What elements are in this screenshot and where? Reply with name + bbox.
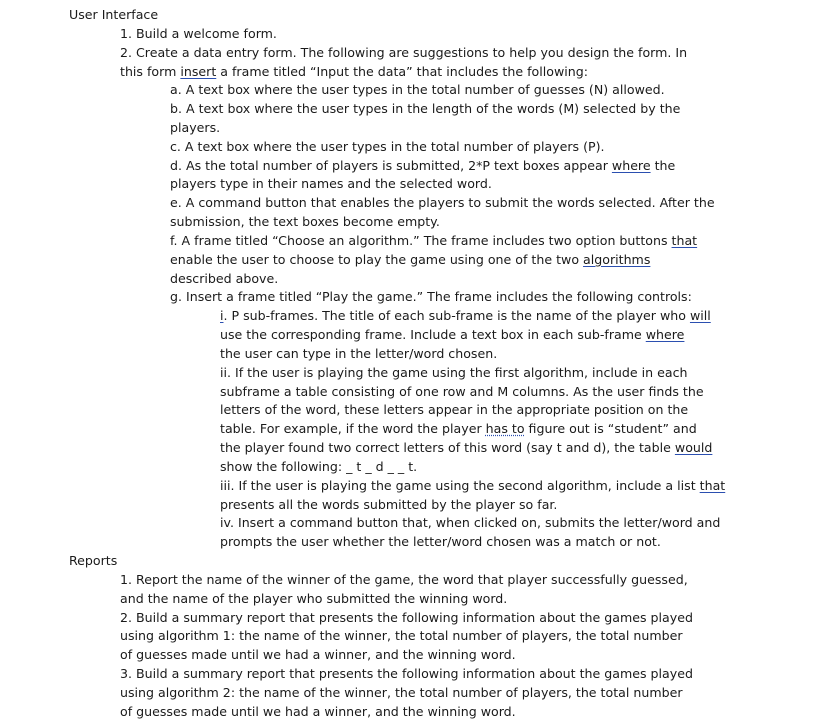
ui-control-line: presents all the words submitted by the player so far. (220, 497, 558, 512)
ui-subitem-line: c. A text box where the user types in the total number of players (P). (170, 139, 605, 154)
section-heading-reports: Reports (69, 553, 118, 568)
grammar-flag: where (645, 327, 685, 342)
ui-subitem-line: a. A text box where the user types in the total number of guesses (N) allowed. (170, 82, 665, 97)
ui-control-line: iv. Insert a command button that, when clicked on, submits the letter/word and (220, 515, 721, 530)
ui-control-line: i. P sub-frames. The title of each sub-frame is the name of the player who will (220, 308, 711, 323)
report-item-line: 3. Build a summary report that presents the following information about the games played (120, 666, 693, 681)
ui-subitem-line: f. A frame titled “Choose an algorithm.” The frame includes two option buttons that (170, 233, 698, 248)
grammar-flag: has to (485, 421, 525, 436)
ui-subitem-line: d. As the total number of players is submitted, 2*P text boxes appear where the (170, 158, 676, 173)
ui-control-line: the user can type in the letter/word chosen. (220, 346, 498, 361)
ui-subitem-line: described above. (170, 271, 279, 286)
ui-subitem-line: players type in their names and the selected word. (170, 176, 492, 191)
grammar-flag: where (611, 158, 651, 173)
report-item-line: using algorithm 1: the name of the winner, the total number of players, the total number (120, 628, 683, 643)
ui-subitem-line: g. Insert a frame titled “Play the game.” The frame includes the following controls: (170, 289, 692, 304)
report-item-line: and the name of the player who submitted the winning word. (120, 591, 508, 606)
ui-subitem-line: b. A text box where the user types in the length of the words (M) selected by the (170, 101, 681, 116)
grammar-flag: that (699, 478, 726, 493)
ui-control-line: table. For example, if the word the player has to figure out is “student” and (220, 421, 697, 436)
ui-subitem-line: e. A command button that enables the players to submit the words selected. After the (170, 195, 715, 210)
report-item-line: of guesses made until we had a winner, and the winning word. (120, 647, 516, 662)
report-item-line: using algorithm 2: the name of the winner, the total number of players, the total number (120, 685, 683, 700)
ui-control-line: prompts the user whether the letter/word chosen was a match or not. (220, 534, 661, 549)
grammar-flag: algorithms (583, 252, 651, 267)
ui-subitem-line: enable the user to choose to play the game using one of the two algorithms (170, 252, 651, 267)
report-item-line: of guesses made until we had a winner, and the winning word. (120, 704, 516, 719)
ui-control-line: show the following: _ t _ d _ _ t. (220, 459, 418, 474)
report-item-line: 1. Report the name of the winner of the game, the word that player successfully guessed, (120, 572, 688, 587)
ui-control-line: iii. If the user is playing the game using the second algorithm, include a list that (220, 478, 726, 493)
ui-control-line: subframe a table consisting of one row and M columns. As the user finds the (220, 384, 704, 399)
ui-subitem-line: players. (170, 120, 221, 135)
ui-control-line: ii. If the user is playing the game using the first algorithm, include in each (220, 365, 688, 380)
ui-control-line: the player found two correct letters of this word (say t and d), the table would (220, 440, 713, 455)
section-heading-user-interface: User Interface (69, 7, 159, 22)
ui-item-line: 1. Build a welcome form. (120, 26, 277, 41)
report-item-line: 2. Build a summary report that presents the following information about the games played (120, 610, 693, 625)
grammar-flag: that (671, 233, 698, 248)
ui-item-line: 2. Create a data entry form. The following are suggestions to help you design the form. In (120, 45, 688, 60)
ui-item-line: this form insert a frame titled “Input the data” that includes the following: (120, 64, 588, 79)
grammar-flag: i (220, 308, 224, 323)
ui-subitem-line: submission, the text boxes become empty. (170, 214, 440, 229)
grammar-flag: would (674, 440, 713, 455)
grammar-flag: will (689, 308, 711, 323)
ui-control-line: letters of the word, these letters appear in the appropriate position on the (220, 402, 689, 417)
grammar-flag: insert (180, 64, 217, 79)
ui-control-line: use the corresponding frame. Include a text box in each sub-frame where (220, 327, 685, 342)
